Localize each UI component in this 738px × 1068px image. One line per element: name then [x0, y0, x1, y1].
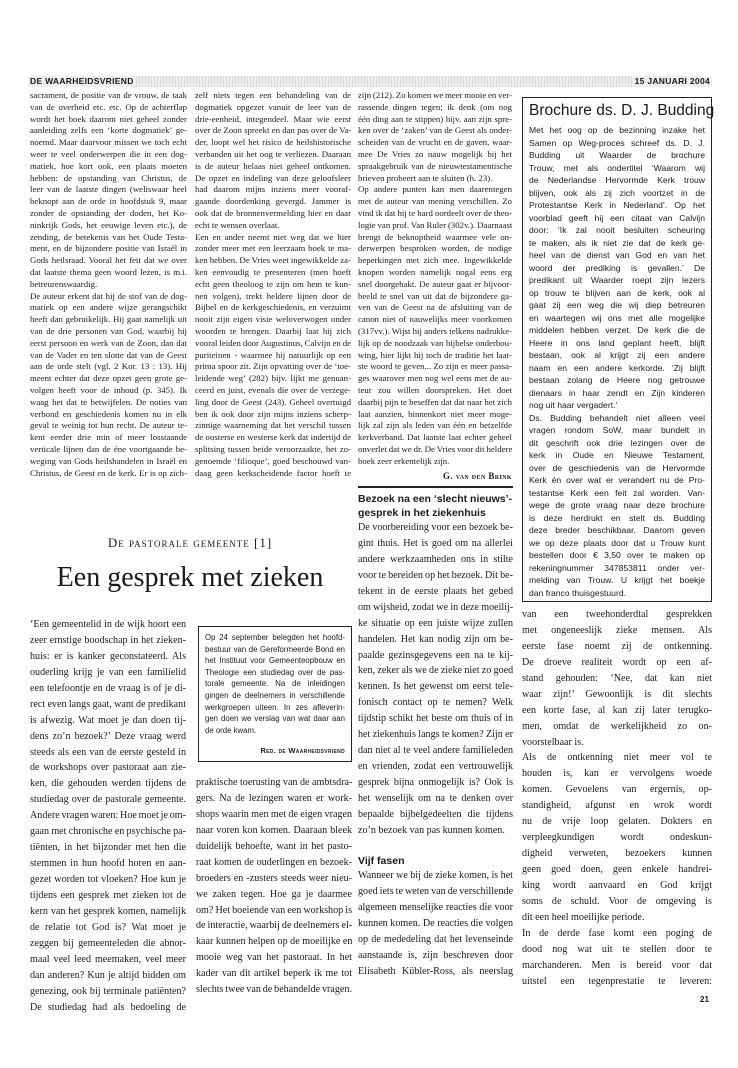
text-line: Andere vragen waren: Hoe moet je om-	[30, 810, 186, 822]
text-line: De studiedag had als bedoeling de	[30, 1001, 186, 1013]
text-line: beeld te snel van uit dat de bijzondere ga-	[358, 290, 512, 301]
text-line: werkgroepen uiteen. In zes afleverin-	[205, 702, 345, 712]
text-line: andere werkzaamheden ons in stilte	[358, 553, 513, 565]
text-line: ‘Een gemeentelid in de wijk hoort een	[30, 619, 186, 630]
text-line: tijdens een gesprek met zieken tot de	[30, 889, 186, 901]
text-line: raat komen de ouderlingen en bezoek-	[196, 856, 352, 868]
text-line: snel doorgehakt. De auteur gaat er bijvoor-	[358, 278, 512, 289]
text-line: ben ik ook door zijn mijns inziens scherp-	[195, 408, 351, 419]
intro-box-credit: Red. de Waarheidsvriend	[260, 746, 345, 755]
text-line: paalde gezinsgegevens een na te kij-	[358, 649, 513, 661]
article-column-3	[358, 493, 513, 980]
text-line: Op andere punten kan men daarentegen	[358, 184, 512, 195]
text-line: ken hebben. De Vries weet ingewikkelde za-	[195, 255, 351, 266]
text-line: De droeve realiteit wordt op een af-	[522, 656, 712, 668]
text-line: naar voren kon komen. Daaraan bleek	[196, 824, 352, 836]
text-line: voorstelbaar is.	[522, 736, 584, 748]
text-line: zeggen bij gemeenteleden die abnor-	[30, 937, 186, 949]
text-line: wing, hier lijkt hij toch de traditie het laat-	[358, 349, 512, 360]
text-line: Een en ander neemt niet weg dat we hier	[195, 231, 351, 242]
text-line: en vrienden, zodat een vertrouwelijk	[358, 761, 513, 773]
text-line: kerk in Oude en Nieuwe Testament,	[529, 450, 705, 460]
text-line: knopen worden namelijk nogal eens erg	[358, 266, 512, 277]
text-line: men, omdat de werkelijkheid zo on-	[522, 720, 712, 732]
text-line: kaar kunnen helpen op de moeilijke en	[196, 936, 352, 948]
text-line: Kerk én over wat er verandert nu de Pro-	[529, 475, 705, 485]
running-header	[28, 76, 712, 87]
text-line: onverlet dat we dr. De Vries voor dit heldere	[358, 443, 512, 454]
text-line: noemd. Maar daarvoor missen we toch echt	[30, 137, 187, 148]
text-line: ste woord te geven... Zo zijn er meer passa-	[358, 361, 512, 372]
text-line: mooie weg van het pastoraat. In het	[196, 952, 352, 964]
text-line: prima spoor zit. Zijn opvatting over de ‘toe-	[195, 361, 351, 372]
text-line: een korte fase, al kan zij later terugko-	[522, 704, 712, 716]
text-line: Ds. Budding behandelt niet alleen veel	[529, 412, 705, 423]
text-line: betreurenswaardig.	[30, 278, 98, 289]
text-line: we zaken tegen. Hoe ga je daarmee	[196, 888, 352, 900]
text-line: ken, zeker als we de zieke niet zo goed	[358, 665, 513, 677]
text-line: leer van de laatste dingen (weliswaar heel	[30, 184, 187, 195]
text-line: zo’n bezoek van pas kunnen komen.	[358, 824, 505, 836]
text-line: In de derde fase komt een poging de	[522, 927, 712, 939]
text-line: De voorbereiding voor een bezoek be-	[358, 522, 513, 533]
text-line: we op deze plaats door dat u Trouw kunt	[529, 537, 705, 548]
text-line: ven van de Geest na de afsluiting van de	[358, 302, 512, 313]
text-line: van een tweehonderdtal gesprekken	[522, 609, 712, 620]
text-line: steeds als een van de eerste gesteld in	[30, 746, 186, 758]
article-kicker: De pastorale gemeente [1]	[107, 535, 273, 550]
subheading: Vijf fasen	[358, 854, 405, 867]
text-line: stemmen in hun hoofd horen en aan-	[30, 858, 186, 870]
text-line: dat laatste thema geen woord lezen, is m.i.	[30, 266, 187, 277]
text-line: geval te weinig tot hun recht. De auteur te-	[30, 420, 187, 431]
text-line: bestaan, ook al krijgt zij een andere	[529, 350, 705, 360]
text-line: zending, de betekenis van het Oude Testa-	[30, 231, 187, 242]
sidebar-box-body	[529, 124, 705, 599]
text-line: slechts twee van de behandelde vragen.	[196, 984, 352, 996]
text-line: bestuur van de Gereformeerde Bond en	[205, 644, 345, 654]
text-line: derwerpen besproken worden, de nodige	[358, 243, 512, 254]
text-line: drie-eenheid, integendeel. Maar wie eerst	[195, 113, 351, 124]
text-line: is deze herdrukt en stelt ds. Budding	[529, 512, 705, 523]
text-line: wordt het boek daarom niet geheel zonder	[30, 113, 187, 124]
text-line: gen doen we verslag van wat daar aan	[205, 714, 345, 724]
text-line: op trouw te blijven aan de kerk, ook al	[529, 287, 705, 298]
text-line: melding van Trouw. U krijgt het boekje	[529, 575, 705, 585]
text-line: hebben: de opstanding van Christus, de	[30, 172, 187, 183]
text-line: zijn (212). Zo komen we meer mooie en ver-	[358, 90, 512, 100]
text-line: weging van Gods heilshandelen in Israël en	[30, 455, 187, 466]
text-line: gaan met chronische en psychische pa-	[30, 826, 186, 838]
text-line: ges waarover men nog wel eens met de au-	[358, 373, 512, 384]
text-line: met ongeneeslijk zieke mensen. Als	[522, 624, 712, 636]
text-line: geen goed doen, geen enkele handrei-	[522, 864, 712, 875]
text-line: kader van dit artikel beperk ik me tot	[196, 968, 352, 980]
sidebar-box-title: Brochure ds. D. J. Budding	[529, 102, 715, 119]
text-line: ceerd en juist, evenals die over de verzege-	[195, 384, 351, 395]
text-line: tekent in de eerste plaats het gebed	[358, 585, 513, 597]
text-line: blijven, ook als zij zich voortzet in de	[529, 187, 705, 198]
review-column-3	[358, 90, 512, 468]
text-line: van de overheid etc. etc. Op de achterflap	[30, 101, 187, 112]
text-line: gaande doordenking gevergd. Jammer is	[195, 196, 351, 207]
text-line: rekeningnummer 347853811 onder ver-	[529, 562, 705, 573]
text-line: op de mededeling dat het levenseinde	[358, 934, 513, 945]
section-divider	[358, 486, 513, 488]
text-line: ouderling krijg je van een familielid	[30, 666, 186, 678]
text-line: ninkrijk Gods, het eeuwige leven etc.), de	[30, 219, 187, 230]
text-line: dit een heel moeilijke periode.	[522, 911, 645, 923]
text-line: het ziekenhuis langs te komen? Zijn er	[358, 729, 513, 741]
text-line: canon niet of nauwelijks meer voorkomen	[358, 314, 512, 325]
text-line: bestaan zolang de Heere nog getrouwe	[529, 375, 705, 385]
text-line: puriteinen - waarmee hij natuurlijk op een	[195, 349, 351, 360]
text-line: Wanneer we bij de zieke komen, is het	[358, 870, 513, 882]
text-line: houden is, kan er vervolgens woede	[522, 768, 712, 780]
text-line: dan anderen? Kun je altijd bidden om	[30, 969, 186, 981]
text-line: ke situatie op een juiste wijze zullen	[358, 617, 513, 629]
text-line: kennen. Is het gewenst om eerst tele-	[358, 681, 513, 693]
text-line: matiek op een andere wijze gerangschikt	[30, 302, 187, 313]
text-line: voorblad geeft hij een citaat van Calvijn	[529, 212, 705, 223]
text-line: praktische toerusting van de ambtsdra-	[196, 777, 352, 788]
text-line: boek zeer erkentelijk zijn.	[358, 455, 450, 466]
text-line: Budding uit Waarder de brochure	[529, 150, 705, 160]
text-line: vragen rondom SoW, maar bundelt in	[529, 425, 705, 435]
text-line: studiedag over de pastorale gemeente.	[30, 794, 186, 806]
text-line: om wijsheid, zodat we in deze moeilij-	[358, 601, 513, 613]
text-line: lijk op de noodzaak van bijbelse onderbou-	[358, 337, 512, 348]
text-line: deze breder beschikbaar. Daarom geven	[529, 525, 705, 535]
text-line: Met het oog op de bezinning inzake het	[529, 125, 705, 135]
text-line: marchanderen. Men is bereid voor dat	[522, 959, 712, 971]
article-title: Een gesprek met zieken	[56, 562, 324, 593]
text-line: nooit zijn eigen visie weloverwogen onder	[195, 314, 351, 325]
text-line: te maken, als ik niet zie dat de kerk ge-	[529, 237, 705, 248]
text-line: komen. Gevoelens van ergernis, op-	[522, 784, 712, 796]
text-line: de orde kwam.	[205, 725, 257, 735]
text-line: Bijbel en de kerkgeschiedenis, en verzuimt	[195, 302, 351, 313]
text-line: kerkverband. Dat laatste laat echter geheel	[358, 432, 512, 443]
subheading: Bezoek na een ‘slecht nieuws’-	[358, 493, 513, 505]
text-line: de relatie tot God is? Wat moet je	[30, 921, 186, 933]
text-line: naam en een andere kerkorde. ‘Zij blijft	[529, 362, 705, 373]
publication-name: DE WAARHEIDSVRIEND	[30, 76, 134, 86]
text-line: digheid verweten, bezoekers kunnen	[522, 848, 712, 860]
text-line: shops waarin men met de eigen vragen	[196, 808, 352, 820]
text-line: goed iets te weten van de verschillende	[358, 886, 513, 898]
text-line: ken, die gehouden werden tijdens de	[30, 778, 186, 790]
text-line: dan franco thuisgestuurd.	[529, 587, 626, 598]
text-line: van de drie personen van God, waarbij hij	[30, 325, 187, 336]
article-column-4	[522, 607, 712, 990]
intro-box	[198, 626, 352, 762]
text-line: met de auteur van mening verschillen. Zo	[358, 196, 512, 207]
text-line: brieven probeert aan te sluiten (h. 23).	[358, 172, 493, 183]
text-line: zelf niets tegen een behandeling van de	[195, 90, 351, 100]
text-line: nen volgen), trekt heldere lijnen door de	[195, 290, 351, 301]
brochure-sidebar-box	[522, 97, 715, 602]
text-line: dienaars in haar zendt en Zijn kinderen	[529, 387, 705, 398]
text-line: Samen op Weg-proces schreef ds. D. J.	[529, 137, 705, 148]
text-line: een telefoontje en de vraag is of je di-	[30, 682, 186, 694]
text-line: gint thuis. Het is goed om na allerlei	[358, 537, 513, 549]
text-line: vind ik dat hij te hard oordeelt over de theo-	[358, 207, 512, 218]
article-column-1	[30, 617, 186, 1015]
text-line: sacrament, de positie van de vrouw, de taak	[30, 90, 187, 100]
text-line: tijdstip schikt het beste om thuis of in	[358, 713, 513, 725]
text-line: over de Zoon spreekt en dan pas over de Va-	[195, 125, 351, 136]
text-line: genoemde ‘filioque’, goed beschouwd van-	[195, 455, 351, 466]
text-line: eerste fase noemt zij de ontkenning.	[522, 640, 712, 652]
text-line: volgen heeft voor de inhoud (p. 345). Ik	[30, 384, 187, 395]
text-line: waar zijn!’ Gewoonlijk is dit slechts	[522, 688, 712, 700]
text-line: zinnige waarneming dat het verschil tussen	[195, 420, 351, 431]
text-line: dan niet al te veel andere familieleden	[358, 745, 513, 757]
text-line: gers. Na de lezingen waren er work-	[196, 792, 352, 804]
text-line: rassende dingen tegen; ik denk (om nog	[358, 101, 512, 112]
text-line: beknopt aan de orde in hoofdstuk 9, maar	[30, 196, 187, 207]
text-line: bestellen door € 3,50 over te maken op	[529, 550, 705, 560]
text-line: verbanden uit het oog te verliezen. Daaraan	[195, 148, 351, 159]
text-line: gaat zij een weg die wij diep betreuren	[529, 300, 705, 310]
text-line: het wenselijk om na te denken over	[358, 792, 513, 804]
text-line: tiënten, in het bijzonder met hen die	[30, 842, 186, 854]
intro-box-text	[205, 632, 345, 736]
text-line: Heere in ons land geplant heeft, blijft	[529, 337, 705, 348]
text-line: ken eenvoudig te presenteren (men hoeft	[195, 266, 351, 277]
text-line: king wordt aanvaard en God krijgt	[522, 879, 712, 891]
text-line: dit geschrift ook drie lezingen over de	[529, 437, 705, 448]
text-line: aanstaande is, zijn beschreven door	[358, 949, 513, 961]
text-line: Trouw, met als ondertitel ‘Waarom wij	[529, 162, 705, 173]
text-line: (317vv.). Wijst hij anders telkens nadrukke-	[358, 325, 512, 336]
text-line: fonisch contact op te nemen? Welk	[358, 697, 513, 709]
text-line: ment, en de bijzondere positie van Israël in	[30, 243, 187, 254]
text-line: scheiden van de vrucht en de gaven, waar-	[358, 137, 512, 148]
page-number: 21	[700, 995, 709, 1004]
text-line: is afwezig. Wat moet je dan doen tij-	[30, 714, 186, 726]
text-line: Elisabeth Kübler-Ross, als neerslag	[358, 965, 513, 977]
subheading: gesprek in het ziekenhuis	[358, 506, 486, 519]
text-line: broeders en -zusters steeds weer nieu-	[196, 872, 352, 884]
article-column-2	[196, 775, 352, 998]
text-line: is de auteur helaas niet geheel ontkomen.	[195, 160, 351, 171]
text-line: Op 24 september belegden het hoofd-	[205, 633, 345, 642]
text-line: uitstel een tegenprestatie te leveren:	[522, 975, 712, 987]
text-line: voor te bereiden op het bezoek. Dit be-	[358, 569, 513, 581]
text-line: aan de orde stelt (vgl. 2 Kor. 13 : 13). Hij	[30, 361, 187, 372]
review-column-1	[30, 90, 187, 479]
review-column-2	[195, 90, 351, 479]
text-line: Gods heilsraad. Vooral het feit dat we over	[30, 255, 187, 266]
text-line: zonder de opstanding der doden, het Ko-	[30, 207, 187, 218]
spacer	[358, 839, 513, 855]
text-line: De opzet en indeling van deze geloofsleer	[195, 172, 351, 183]
text-line: spraakgebruik van de nieuwtestamentische	[358, 160, 512, 171]
issue-date: 15 JANUARI 2004	[634, 76, 710, 86]
text-line: woorden te brengen. Daarbij laat hij zich	[195, 325, 351, 336]
text-line: logie van prof. Van Ruler (302v.). Daarnaast	[358, 219, 512, 230]
text-line: daag geen kerkscheidende factor hoeft te	[195, 467, 351, 478]
text-line: van de Vader en ten slotte dat van de Geest	[30, 349, 187, 360]
text-line: verticale lijnen dan de éne voortgaande be-	[30, 443, 187, 454]
text-line: nog uit haar vergadert.’	[529, 400, 618, 410]
text-line: torale gemeente. Na de inleidingen	[205, 679, 345, 689]
text-line: stand gehouden: ‘Nee, dat kan niet	[522, 672, 712, 684]
text-line: verbond en geschiedenis komen nu in elk	[30, 408, 187, 419]
text-line: Christus, de Geest en de kerk. Er is op zich-	[30, 467, 187, 478]
text-line: over de geschiedenis van de Hervormde	[529, 462, 705, 473]
text-line: middelen hebben verzet. De kerk die de	[529, 325, 705, 335]
text-line: laat aanzien, binnenkort niet meer moge-	[358, 408, 512, 419]
text-line: teur zou willen doorspreken. Het doet	[358, 384, 512, 395]
text-line: ook dat de bronnenvermelding hier en daar	[195, 207, 351, 218]
text-line: door: ‘Ik zal nooit besluiten scheuring	[529, 225, 705, 235]
text-line: brengt de beknoptheid waarmee vele on-	[358, 231, 512, 242]
text-line: De auteur erkent dat hij de stof van de dog-	[30, 290, 187, 301]
text-line: echt te wensen overlaat.	[195, 219, 280, 230]
text-line: duidelijk behoefte, want in het pasto-	[196, 840, 352, 852]
text-line: dogmatiek opgezet vanuit de leer van de	[195, 101, 351, 112]
text-line: soms de schuld. Voor de omgeving is	[522, 895, 712, 907]
text-line: de workshops over pastoraat aan zie-	[30, 762, 186, 774]
text-line: Protestantse Kerk in Nederland’. Op het	[529, 200, 705, 210]
text-line: standigheid, afgunst en wrok wordt	[522, 800, 712, 812]
text-line: handelen. Het kan nodig zijn om be-	[358, 633, 513, 645]
text-line: had daarom mijns inziens meer vooraf-	[195, 184, 351, 195]
text-line: rect even langs gaat, want de predikant	[30, 698, 186, 710]
text-line: matiek, hoe kort ook, een plaats moeten	[30, 160, 187, 171]
text-line: nu de vrije loop gelaten. Dokters en	[522, 816, 712, 828]
text-line: genezing, ook bij terminale patiënten?	[30, 985, 186, 997]
text-line: daarbij pijn te beseffen dat dat naar het zich	[358, 396, 512, 407]
text-line: vooral leiden door Augustinus, Calvijn en de	[195, 337, 351, 348]
text-line: Als de ontkenning niet meer vol te	[522, 752, 712, 764]
text-line: gingen de deelnemers in verschillende	[205, 690, 345, 700]
text-line: de Nederlandse Hervormde Kerk trouw	[529, 175, 705, 185]
text-line: testantse Kerk een feit zal worden. Van-	[529, 487, 705, 498]
text-line: kunnen komen. De reacties die volgen	[358, 918, 513, 930]
text-line: kern van het gesprek komen, namelijk	[30, 905, 186, 917]
text-line: de oosterse en westerse kerk dat indertijd de	[195, 432, 351, 443]
text-line: eerst persoon en werk van de Zoon, dan dat	[30, 337, 187, 348]
text-line: en waartegen wij ons met alle mogelijke	[529, 312, 705, 323]
text-line: der, loopt wel het risico de heilshistorische	[195, 137, 351, 148]
text-line: splitsing tussen beide veroorzaakte, het zo-	[195, 443, 351, 454]
text-line: één ding aan te stippen) bijv. aan zijn spre-	[358, 113, 512, 124]
text-line: heeft dan gebruikelijk. Hij gaat namelijk uit	[30, 314, 187, 325]
text-line: dens zo’n bezoek?’ Deze vraag werd	[30, 730, 186, 742]
text-line: om? Het boeiende van een workshop is	[196, 904, 352, 916]
text-line: predikant uit Waarder roept zijn lezers	[529, 275, 705, 285]
text-line: aanleiding zelfs een ‘korte dogmatiek’ ge-	[30, 125, 187, 136]
text-line: Theologie een studiedag over de pas-	[205, 667, 345, 677]
text-line: waag het dat te betwijfelen. De noties van	[30, 396, 187, 407]
text-line: wege de grote vraag naar deze brochure	[529, 500, 705, 510]
text-line: woord der prediking is gevallen.’ De	[529, 262, 705, 273]
text-line: meent echter dat deze opzet geen grote ge-	[30, 373, 187, 384]
text-line: het Instituut voor Gemeenteopbouw en	[205, 656, 345, 666]
text-line: kent eerder drie min of meer losstaande	[30, 432, 187, 443]
text-line: algemeen menselijke reacties die voor	[358, 902, 513, 914]
review-author-signature: G. van den Brink	[443, 471, 512, 481]
text-line: huis: er is kanker geconstateerd. Als	[30, 650, 186, 662]
text-line: beperkingen met zich mee. Ingewikkelde	[358, 255, 512, 266]
text-line: ling door de Geest (243). Geheel overtuigd	[195, 396, 351, 407]
text-line: echt geen theoloog te zijn om hem te kun-	[195, 278, 351, 289]
text-line: mee De Vries zo nauw mogelijk bij het	[358, 148, 512, 159]
text-line: bepaalde bijbelgedeelten die tijdens	[358, 808, 513, 820]
text-line: gesprek bijna onmogelijk is? Ook is	[358, 777, 513, 788]
text-line: de interactie, waarbij de deelnemers el-	[196, 920, 352, 932]
text-line: heel van de dienst van God en van het	[529, 250, 705, 260]
text-line: dood nog wat uit te stellen door te	[522, 943, 712, 955]
text-line: zonder meer met een leerzaam boek te ma-	[195, 243, 351, 254]
text-line: ken over de ‘zaken’ van de Geest als onder-	[358, 125, 512, 136]
text-line: zeer ernstige boodschap in het zieken-	[30, 634, 186, 646]
text-line: leidende weg’ (282) bijv. lijkt me genuan-	[195, 373, 351, 384]
text-line: weer te veel onderwerpen die in een dog-	[30, 148, 187, 159]
text-line: maal veel leed meemaken, veel meer	[30, 953, 186, 965]
text-line: gezet worden tot vloeken? Hoe kun je	[30, 874, 186, 885]
text-line: verpleegkundigen wordt ondeskun-	[522, 832, 712, 844]
text-line: lijk zal zijn als leden van één en hetzelfde	[358, 420, 512, 431]
